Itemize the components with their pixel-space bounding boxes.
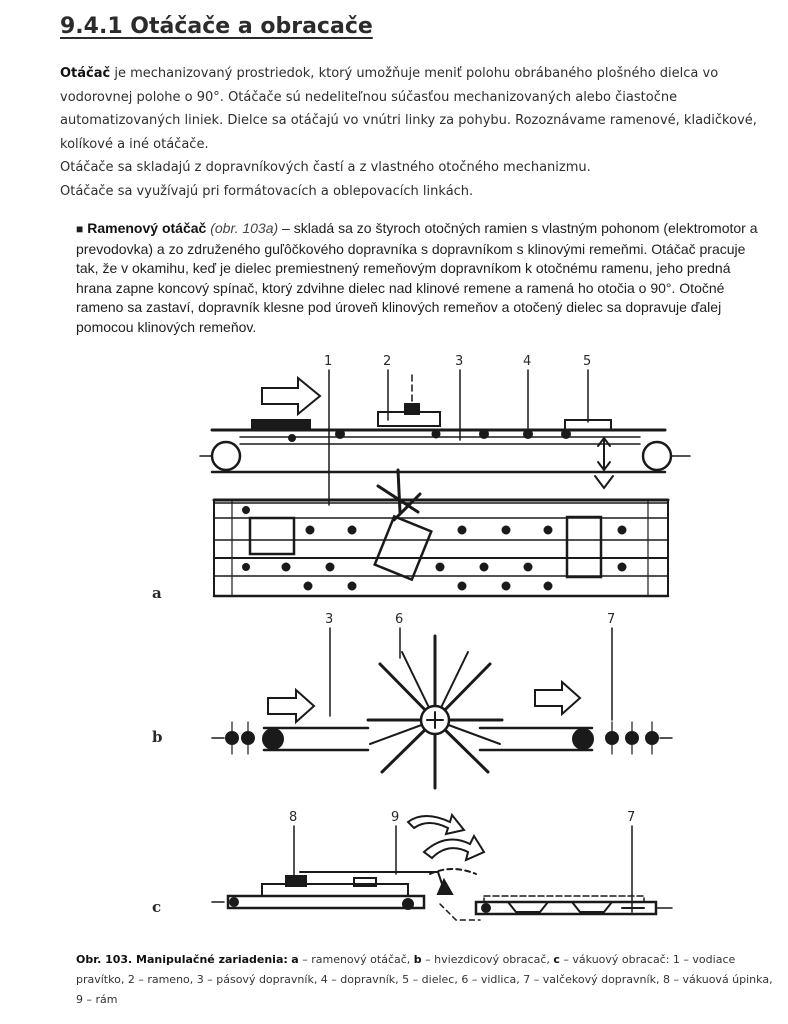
intro-paragraph-3: Otáčače sa využívajú pri formátovacích a oblepovacích linkách. bbox=[60, 183, 474, 199]
intro-paragraph-2: Otáčače sa skladajú z dopravníkových častí a z vlastného otočného mechanizmu. bbox=[60, 160, 591, 175]
label-a-2: 2 bbox=[383, 354, 392, 369]
label-b-7: 7 bbox=[607, 612, 616, 627]
panel-label-a: a bbox=[152, 584, 162, 602]
label-a-1: 1 bbox=[324, 354, 333, 369]
label-a-5: 5 bbox=[583, 354, 592, 369]
intro-paragraph-1: Otáčač je mechanizovaný prostriedok, ktorý umožňuje meniť polohu obrábaného plošného dielca vo vodorovnej polohe o 90°. Otáčače sú nedeliteľnou súčasťou mechanizovaných alebo čiastočne automatizovaných liniek. Dielce sa otáčajú vo vnútri linky za pohybu. Rozoznávame ramenové, kladičkové, kolíkové a iné otáčače. bbox=[60, 66, 757, 152]
figure-caption: Obr. 103. Manipulačné zariadenia: a – ramenový otáčač, b – hviezdicový obracač, c – vákuový obracač: 1 – vodiace pravítko, 2 – rameno, 3 – pásový dopravník, 4 – dopravník, 5 – dielec, 6 – vidlica, 7 – valčekový dopravník, 8 – vákuová úpinka, 9 – rám bbox=[76, 953, 773, 1006]
panel-label-b: b bbox=[152, 728, 163, 746]
label-b-6: 6 bbox=[395, 612, 404, 627]
figure-reference: (obr. 103a) bbox=[210, 220, 279, 236]
panel-a-drawing bbox=[200, 370, 690, 596]
label-c-7: 7 bbox=[627, 810, 636, 825]
label-a-4: 4 bbox=[523, 354, 532, 369]
label-a-3: 3 bbox=[455, 354, 464, 369]
page-title: 9.4.1 Otáčače a obracače bbox=[60, 14, 373, 39]
label-b-3: 3 bbox=[325, 612, 334, 627]
panel-label-c: c bbox=[152, 898, 162, 916]
section-text: – skladá sa zo štyroch otočných ramien s vlastným pohonom (elektromotor a prevodovka) a zo združeného guľôčkového dopravníka s dopravníkom s klinovými remeňmi. Otáčač pracuje tak, že v okamihu, keď je dielec premiestnený remeňovým dopravníkom k otočnému ramenu, jeho predná hrana zapne koncový spínač, ktorý zdvihne dielec nad klinové remene a ramená ho otočia o 90°. Otočné rameno sa zastaví, dopravník klesne pod úroveň klinových remeňov a otočený dielec sa dopravuje ďalej pomocou klinových remeňov. bbox=[76, 220, 758, 335]
label-c-8: 8 bbox=[289, 810, 298, 825]
section-term: Ramenový otáčač bbox=[87, 220, 207, 236]
label-c-9: 9 bbox=[391, 810, 400, 825]
intro-term: Otáčač bbox=[60, 66, 111, 81]
panel-c-drawing bbox=[212, 815, 672, 920]
caption-title: Obr. 103. Manipulačné zariadenia: bbox=[76, 953, 288, 966]
bullet-square-icon: ■ bbox=[76, 222, 84, 236]
panel-b-drawing bbox=[212, 628, 672, 788]
